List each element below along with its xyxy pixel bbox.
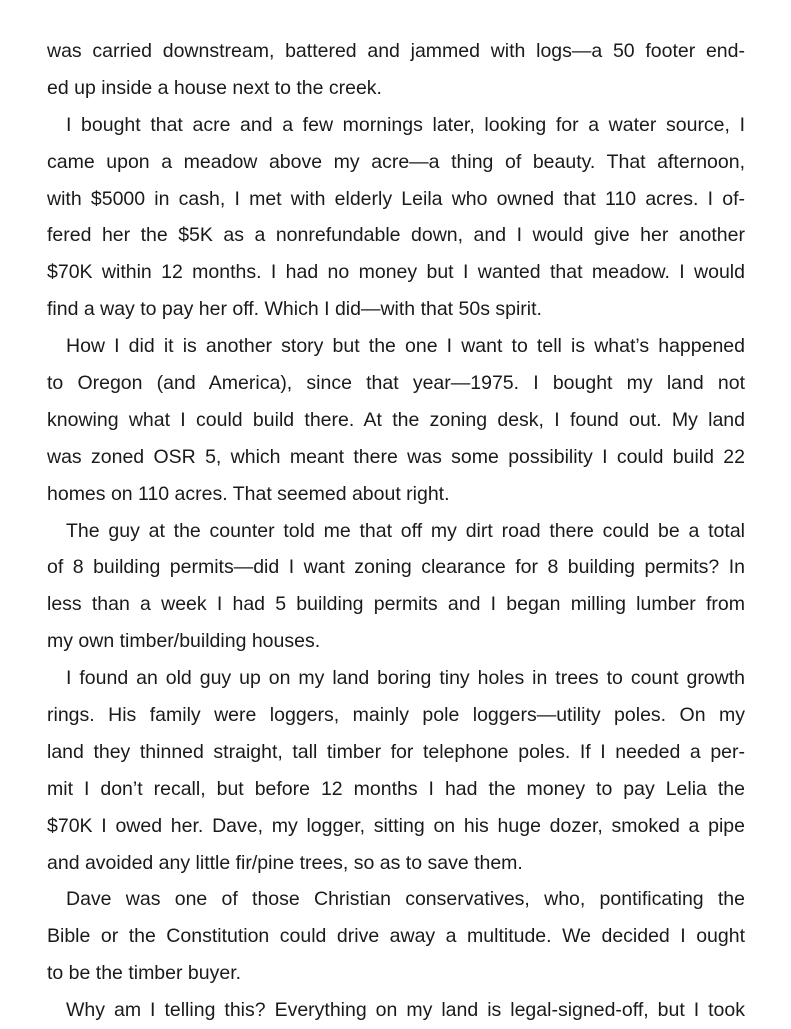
paragraph xyxy=(47,513,745,661)
text-line: homes on 110 acres. That seemed about right. xyxy=(47,482,450,505)
text-line: land they thinned straight, tall timber for telephone poles. If I needed a per- xyxy=(47,740,745,763)
text-line: mit I don’t recall, but before 12 months I had the money to pay Lelia the xyxy=(47,777,745,800)
paragraph xyxy=(47,328,745,512)
text-line: Bible or the Constitution could drive away a multitude. We decided I ought xyxy=(47,925,745,948)
text-line: $70K I owed her. Dave, my logger, sitting on his huge dozer, smoked a pipe xyxy=(47,814,745,837)
text-line: and avoided any little fir/pine trees, so as to save them. xyxy=(47,851,523,874)
text-line: ed up inside a house next to the creek. xyxy=(47,76,382,99)
text-line: fered her the $5K as a nonrefundable down, and I would give her another xyxy=(47,224,745,247)
text-line: my own timber/building houses. xyxy=(47,630,321,653)
text-line: Why am I telling this? Everything on my land is legal-signed-off, but I took xyxy=(66,999,745,1022)
text-line: find a way to pay her off. Which I did—with that 50s spirit. xyxy=(47,298,542,321)
text-line: The guy at the counter told me that off my dirt road there could be a total xyxy=(66,519,745,542)
paragraph xyxy=(47,992,745,1029)
text-line: less than a week I had 5 building permits and I began milling lumber from xyxy=(47,593,745,616)
text-line: of 8 building permits—did I want zoning clearance for 8 building permits? In xyxy=(47,556,745,579)
text-line: to be the timber buyer. xyxy=(47,962,242,985)
text-line: to Oregon (and America), since that year—1975. I bought my land not xyxy=(47,372,745,395)
text-line: knowing what I could build there. At the zoning desk, I found out. My land xyxy=(47,408,745,431)
text-line: $70K within 12 months. I had no money but I wanted that meadow. I would xyxy=(47,261,745,284)
text-line: I bought that acre and a few mornings later, looking for a water source, I xyxy=(66,113,745,136)
paragraph xyxy=(47,33,745,107)
document-page xyxy=(47,33,745,1029)
text-line: was zoned OSR 5, which meant there was some possibility I could build 22 xyxy=(47,445,745,468)
text-line: Dave was one of those Christian conservatives, who, pontificating the xyxy=(66,888,745,911)
text-line: I found an old guy up on my land boring tiny holes in trees to count growth xyxy=(66,667,745,690)
text-line: rings. His family were loggers, mainly pole loggers—utility poles. On my xyxy=(47,704,745,727)
paragraph xyxy=(47,881,745,992)
text-line: was carried downstream, battered and jammed with logs—a 50 footer end- xyxy=(47,40,745,62)
text-line: with $5000 in cash, I met with elderly Leila who owned that 110 acres. I of- xyxy=(47,187,745,210)
text-line: came upon a meadow above my acre—a thing of beauty. That afternoon, xyxy=(47,150,745,173)
paragraph xyxy=(47,660,745,881)
text-line: How I did it is another story but the one I want to tell is what’s happened xyxy=(66,335,745,358)
paragraph xyxy=(47,107,745,328)
